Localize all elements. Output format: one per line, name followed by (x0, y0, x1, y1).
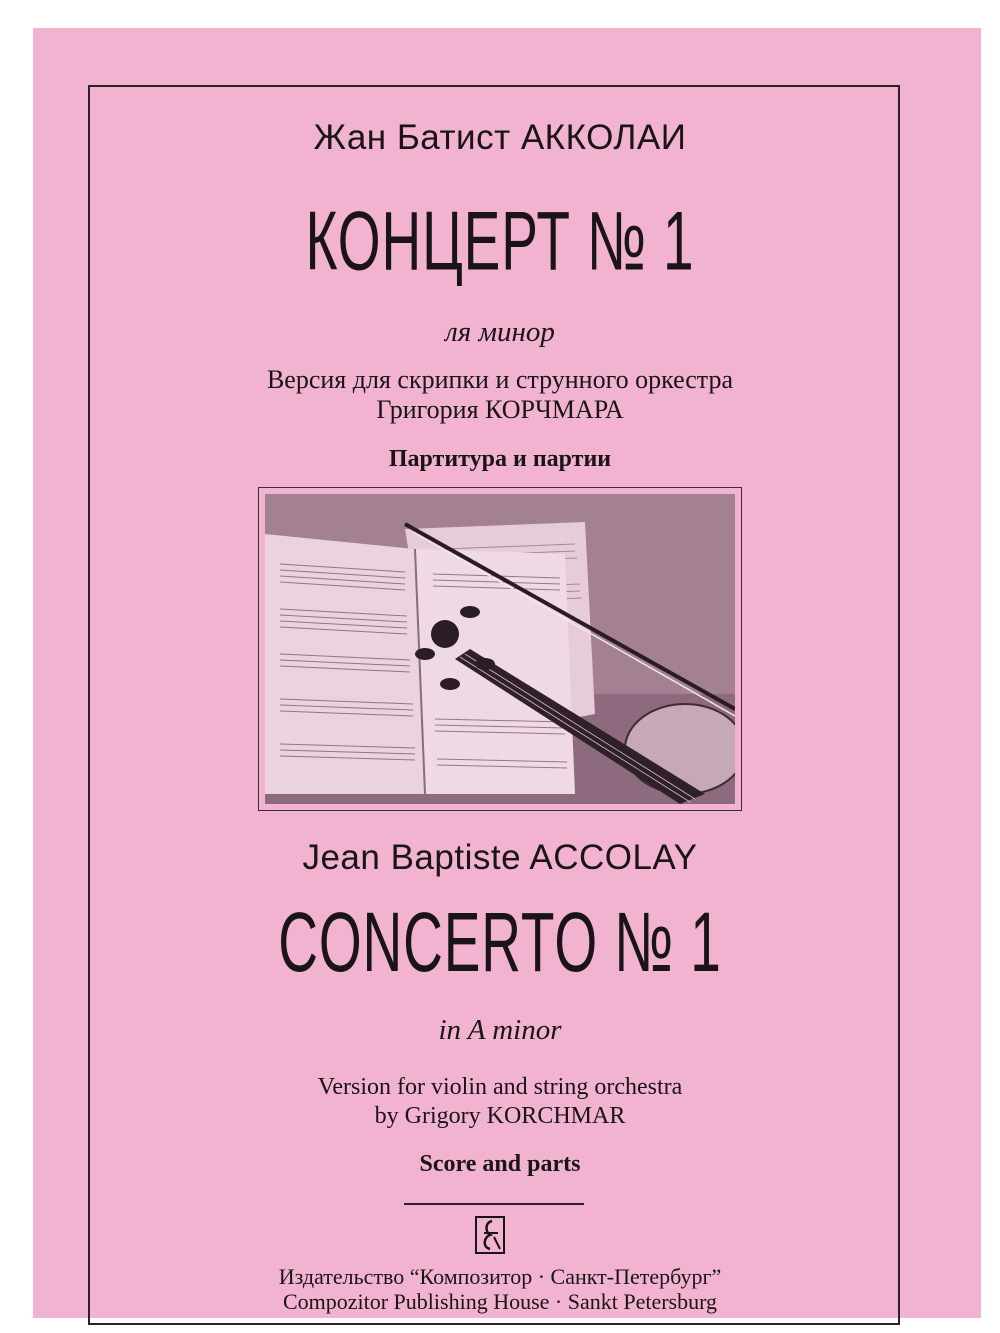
publisher-ru: Издательство “Композитор · Санкт-Петербург” (278, 1264, 722, 1289)
title-en: CONCERTO № 1 (278, 894, 722, 990)
title-ru: КОНЦЕРТ № 1 (305, 194, 695, 288)
violin-photo (265, 494, 735, 804)
key-ru: ля минор (445, 316, 555, 348)
version-en-line1: Version for violin and string orchestra (317, 1074, 683, 1100)
key-en: in A minor (438, 1014, 562, 1046)
parts-ru: Партитура и партии (388, 446, 612, 472)
publisher-logo-icon (470, 1213, 510, 1257)
divider-rule (404, 1203, 584, 1205)
parts-en: Score and parts (419, 1151, 581, 1177)
publisher-en: Compozitor Publishing House · Sankt Petersburg (282, 1289, 718, 1314)
author-ru: Жан Батист АККОЛАИ (313, 118, 687, 157)
author-en: Jean Baptiste ACCOLAY (302, 838, 698, 877)
version-ru-line1: Версия для скрипки и струнного оркестра (266, 365, 734, 394)
version-ru-line2: Григория КОРЧМАРА (376, 395, 624, 424)
version-en-line2: by Grigory KORCHMAR (374, 1103, 626, 1129)
